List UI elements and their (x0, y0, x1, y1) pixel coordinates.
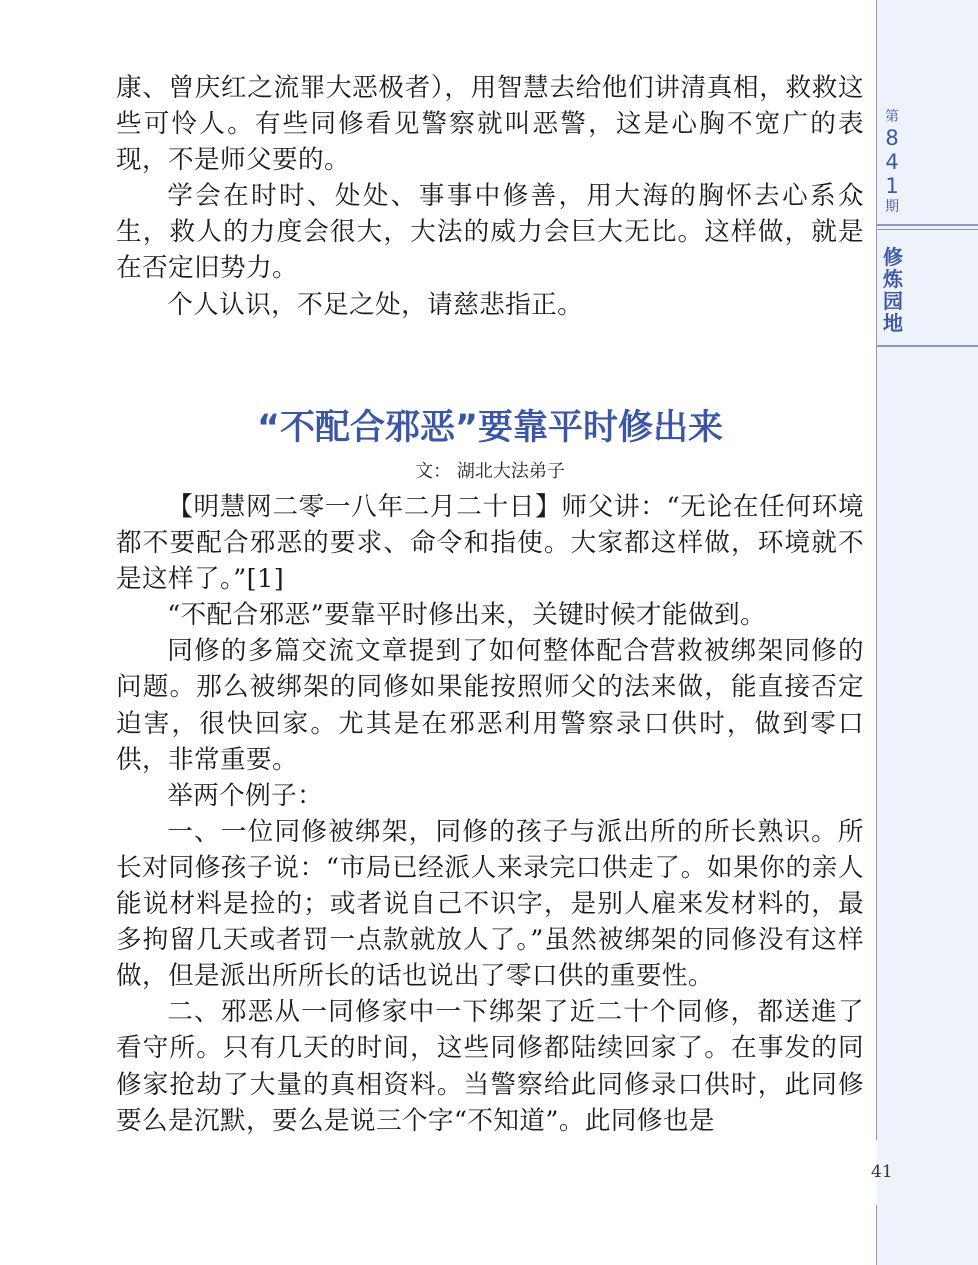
section-char: 地 (883, 311, 903, 335)
section-char: 修 (883, 245, 903, 269)
paragraph: 康、曾庆红之流罪大恶极者），用智慧去给他们讲清真相，救救这些可怜人。有些同修看见警察就叫恶警，这是心胸不宽广的表现，不是师父要的。 (116, 73, 864, 176)
issue-digit: 1 (885, 174, 899, 198)
paragraph: “不配合邪恶”要靠平时修出来，关键时候才能做到。 (167, 600, 767, 631)
prev-article-body (116, 70, 864, 323)
paragraph: 二、邪恶从一同修家中一下绑架了近二十个同修，都送進了看守所。只有几天的时间，这些同修都陆续回家了。在事发的同修家抢劫了大量的真相资料。当警察给此同修录口供时，此同修要么是沉默，要么是说三个字“不知道”。此同修也是 (116, 997, 864, 1136)
paragraph: 个人认识，不足之处，请慈悲指正。 (167, 289, 584, 320)
section-char: 炼 (883, 267, 903, 291)
issue-prefix: 第 (885, 109, 899, 125)
section-name (878, 246, 908, 334)
sidebar-rule (876, 229, 978, 230)
issue-suffix: 期 (885, 199, 899, 215)
sidebar-divider-bottom (876, 1205, 877, 1265)
issue-label (878, 108, 906, 216)
paragraph: 一、一位同修被绑架，同修的孩子与派出所的所长熟识。所长对同修孩子说：“市局已经派人来录完口供走了。如果你的亲人能说材料是捡的；或者说自己不识字，是别人雇来发材料的，最多拘留几天或者罚一点款就放人了。”虽然被绑架的同修没有这样做，但是派出所所长的话也说出了零口供的重要性。 (116, 816, 864, 992)
sidebar-rule (876, 224, 978, 226)
paragraph: 同修的多篇交流文章提到了如何整体配合营救被绑架同修的问题。那么被绑架的同修如果能按照师父的法来做，能直接否定迫害，很快回家。尤其是在邪恶利用警察录口供时，做到零口供，非常重要。 (116, 636, 864, 775)
paragraph: 举两个例子： (167, 780, 324, 811)
issue-digit: 4 (885, 150, 899, 174)
sidebar-rule (876, 345, 978, 347)
paragraph: 【明慧网二零一八年二月二十日】师父讲：“无论在任何环境都不要配合邪恶的要求、命令和指使。大家都这样做，环境就不是这样了。”[1] (116, 492, 864, 595)
sidebar-divider (876, 0, 877, 1140)
article-byline: 文： 湖北大法弟子 (415, 461, 565, 482)
section-char: 园 (883, 289, 903, 313)
article-title: “不配合邪恶”要靠平时修出来 (256, 408, 723, 448)
article-body (116, 489, 864, 1139)
issue-digit: 8 (885, 126, 899, 150)
page-number: 41 (871, 1162, 893, 1182)
paragraph: 学会在时时、处处、事事中修善，用大海的胸怀去心系众生，救人的力度会很大，大法的威力会巨大无比。这样做，就是在否定旧势力。 (116, 181, 864, 284)
